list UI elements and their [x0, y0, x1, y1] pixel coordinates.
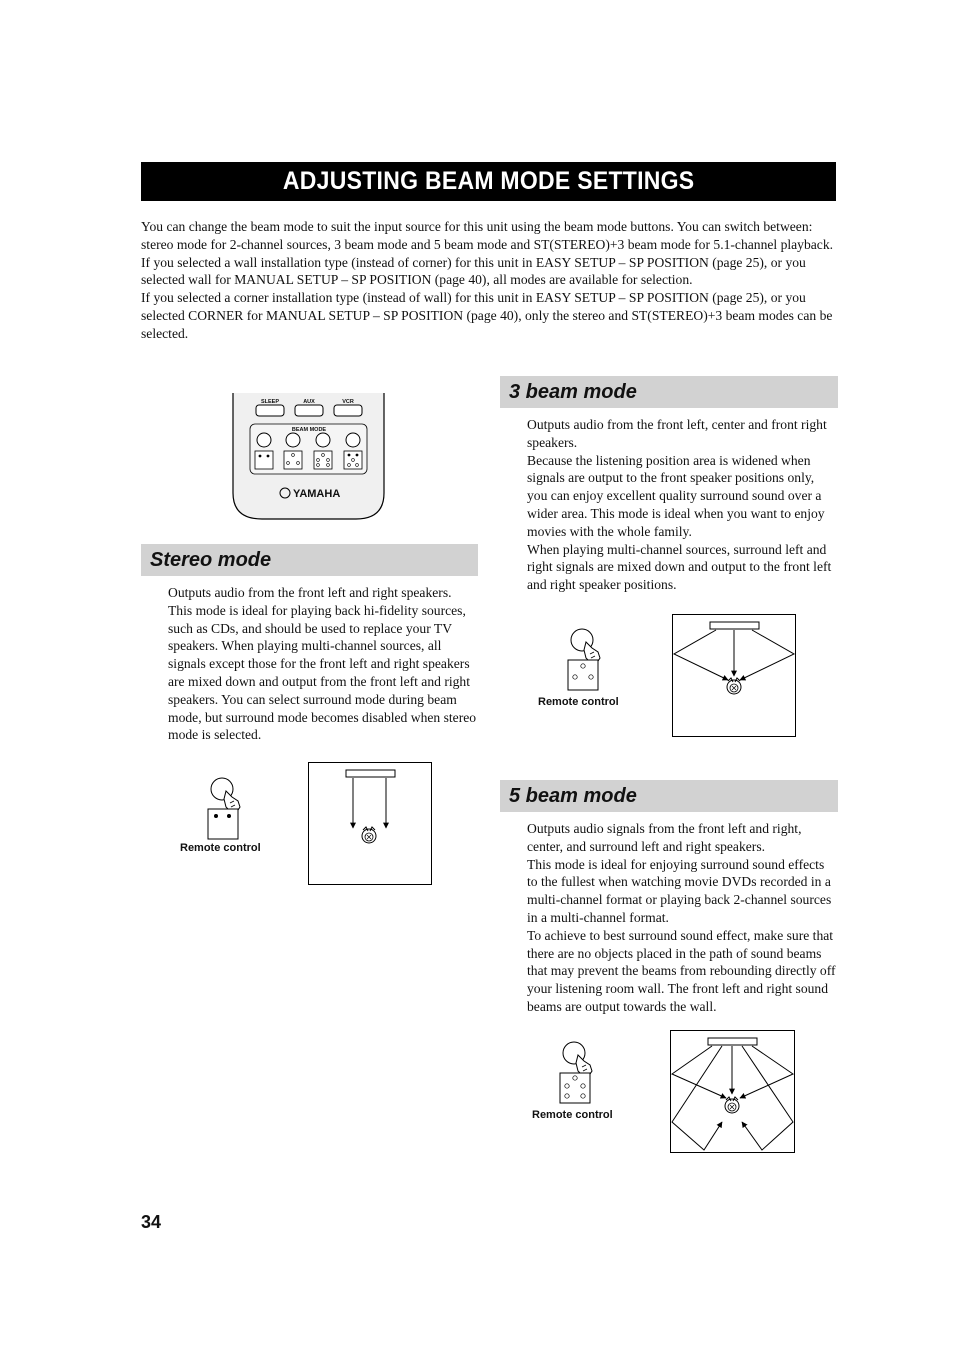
listener-icon: [727, 678, 741, 694]
listener-icon: [725, 1097, 739, 1113]
five-beam-mode-text: [527, 820, 837, 1016]
page-title-bar: [141, 162, 836, 201]
beam-mode-label: BEAM MODE: [291, 427, 327, 433]
stereo-beam-diagram: [308, 762, 432, 886]
five-beam-paragraph-2: This mode is ideal for enjoying surround sound effects to the fullest when watching movie DVDs recorded in a multi-channel format or playing back 2-channel sources in a multi-channel format.: [527, 856, 832, 925]
remote-vcr-label: VCR: [342, 399, 354, 405]
speaker-bar-icon: [708, 1038, 757, 1045]
stereo-mode-text: [168, 584, 478, 744]
five-beam-mode-heading-text: 5 beam mode: [509, 784, 637, 807]
speaker-bar-icon: [710, 622, 759, 629]
intro-text: [141, 218, 836, 343]
sleep-button[interactable]: [256, 405, 284, 416]
three-beam-paragraph-1: Outputs audio from the front left, center and front right speakers.: [527, 417, 827, 450]
page-number: 34: [141, 1212, 162, 1232]
remote-control-illustration: [232, 393, 386, 521]
five-beam-remote-caption: Remote control: [532, 1109, 613, 1121]
stereo-mode-paragraph: Outputs audio from the front left and right speakers. This mode is ideal for playing back hi-fidelity sources, such as CDs, and should be used to replace your TV speakers. When playing multi-channel sources, all signals except those for the front left and right speakers are mixed down and output from the front left and right speakers. You can select surround mode during beam mode, but surround mode becomes disabled when stereo mode is selected.: [168, 585, 477, 743]
three-beam-remote-icon: [560, 629, 610, 693]
three-beam-mode-text: [527, 416, 837, 594]
speaker-bar-icon: [346, 770, 395, 777]
remote-aux-label: AUX: [303, 399, 315, 405]
stereo-remote-caption: Remote control: [180, 842, 261, 854]
three-beam-diagram: [672, 614, 796, 738]
stereo-remote-icon: [200, 778, 250, 842]
beam-stereo-button[interactable]: [257, 433, 271, 447]
intro-paragraph-3: If you selected a corner installation type (instead of wall) for this unit in EASY SETUP – SP POSITION (page 25), or you selected CORNER for MANUAL SETUP – SP POSITION (page 40), only the stereo and ST(STEREO)+3 beam modes can be selected.: [141, 290, 833, 341]
aux-button[interactable]: [295, 405, 323, 416]
beam-st3-button[interactable]: [346, 433, 360, 447]
three-beam-paragraph-3: When playing multi-channel sources, surround left and right signals are mixed down and output to the front left and right speaker positions.: [527, 541, 832, 593]
three-beam-mode-heading-text: 3 beam mode: [509, 380, 637, 403]
page-title: ADJUSTING BEAM MODE SETTINGS: [282, 167, 695, 195]
five-beam-remote-icon: [552, 1042, 602, 1106]
three-beam-remote-caption: Remote control: [538, 696, 619, 708]
remote-sleep-label: SLEEP: [260, 399, 280, 405]
stereo-mode-heading-text: Stereo mode: [150, 548, 272, 571]
five-beam-mode-heading: [500, 780, 838, 812]
three-beam-paragraph-2: Because the listening position area is widened when signals are output to the front speaker positions only, you can enjoy excellent quality surround sound over a wider area. This mode is ideal when you want to enjoy movies with the whole family.: [527, 452, 825, 539]
listener-icon: [362, 827, 376, 843]
vcr-button[interactable]: [334, 405, 362, 416]
stereo-plus-three-mode-icon: [344, 451, 362, 469]
five-beam-diagram: [670, 1030, 795, 1154]
five-beam-paragraph-3: To achieve to best surround sound effect, make sure that there are no objects placed in the path of sound beams that may prevent the beams from rebounding directly off your listening room wall. The front left and right sound beams are output towards the wall.: [527, 927, 836, 1014]
beam-3-button[interactable]: [286, 433, 300, 447]
yamaha-logo-text: YAMAHA: [293, 488, 341, 500]
five-beam-paragraph-1: Outputs audio signals from the front left and right, center, and surround left and right speakers.: [527, 821, 802, 854]
stereo-mode-heading: [141, 544, 478, 576]
stereo-mode-icon: [255, 451, 273, 469]
beam-5-button[interactable]: [316, 433, 330, 447]
intro-paragraph-1: You can change the beam mode to suit the input source for this unit using the beam mode buttons. You can switch between: stereo mode for 2-channel sources, 3 beam mode and 5 beam mode and ST(STEREO)+3 beam mode for 5.1-channel playback.: [141, 219, 834, 252]
intro-paragraph-2: If you selected a wall installation type (instead of corner) for this unit in EASY SETUP – SP POSITION (page 25), or you selected wall for MANUAL SETUP – SP POSITION (page 40), all modes are available for selection.: [141, 254, 806, 288]
three-beam-mode-heading: [500, 376, 838, 408]
